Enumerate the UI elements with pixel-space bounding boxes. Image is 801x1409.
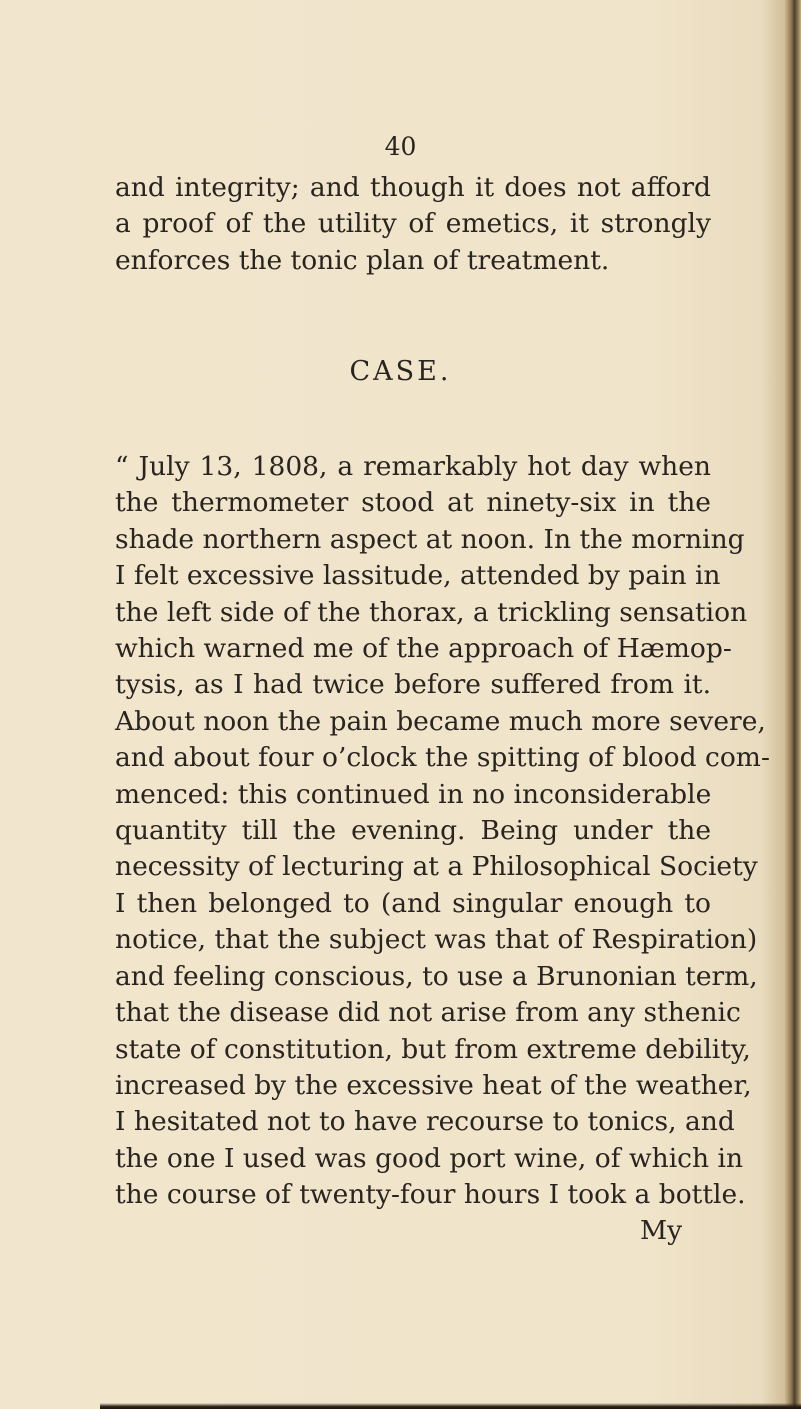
- text-line: a proof of the utility of emetics, it strongly: [115, 208, 711, 240]
- text-line: that the disease did not arise from any sthenic: [115, 997, 741, 1029]
- text-line: necessity of lecturing at a Philosophical Society: [115, 851, 758, 883]
- text-line: enforces the tonic plan of treatment.: [115, 244, 610, 276]
- text-line: tysis, as I had twice before suffered from it.: [115, 669, 711, 701]
- page-edge-bottom: [100, 1403, 801, 1409]
- text-line: the one I used was good port wine, of which in: [115, 1142, 744, 1174]
- text-line: and feeling conscious, to use a Brunonian term,: [115, 960, 758, 992]
- text-line: “ July 13, 1808, a remarkably hot day when: [115, 451, 711, 482]
- text-line: and about four o’clock the spitting of blood com-: [115, 742, 770, 774]
- catchword: My: [640, 1215, 683, 1246]
- text-line: I hesitated not to have recourse to tonics, and: [115, 1106, 735, 1138]
- text-line: menced: this continued in no inconsiderable: [115, 778, 712, 810]
- text-line: the thermometer stood at ninety-six in the: [115, 487, 711, 519]
- text-line: I felt excessive lassitude, attended by pain in: [115, 560, 721, 592]
- text-line: state of constitution, but from extreme debility,: [115, 1033, 751, 1065]
- text-line: shade northern aspect at noon. In the morning: [115, 523, 745, 555]
- text-line: I then belonged to (and singular enough to: [115, 887, 711, 919]
- page-edge-right: [785, 0, 801, 1409]
- text-line: the left side of the thorax, a trickling sensation: [115, 596, 748, 628]
- case-paragraph: [115, 449, 770, 1214]
- text-line: the course of twenty-four hours I took a bottle.: [115, 1179, 746, 1211]
- catchword-block: [640, 1213, 682, 1249]
- text-line: and integrity; and though it does not afford: [115, 172, 711, 203]
- intro-paragraph: [115, 170, 711, 279]
- text-line: increased by the excessive heat of the weather,: [115, 1069, 752, 1101]
- text-line: which warned me of the approach of Hæmop-: [115, 633, 732, 665]
- section-heading: CASE.: [349, 356, 452, 387]
- text-line: notice, that the subject was that of Respiration): [115, 924, 758, 956]
- page-number: 40: [384, 132, 417, 161]
- text-line: quantity till the evening. Being under the: [115, 815, 711, 847]
- text-line: About noon the pain became much more severe,: [115, 705, 766, 737]
